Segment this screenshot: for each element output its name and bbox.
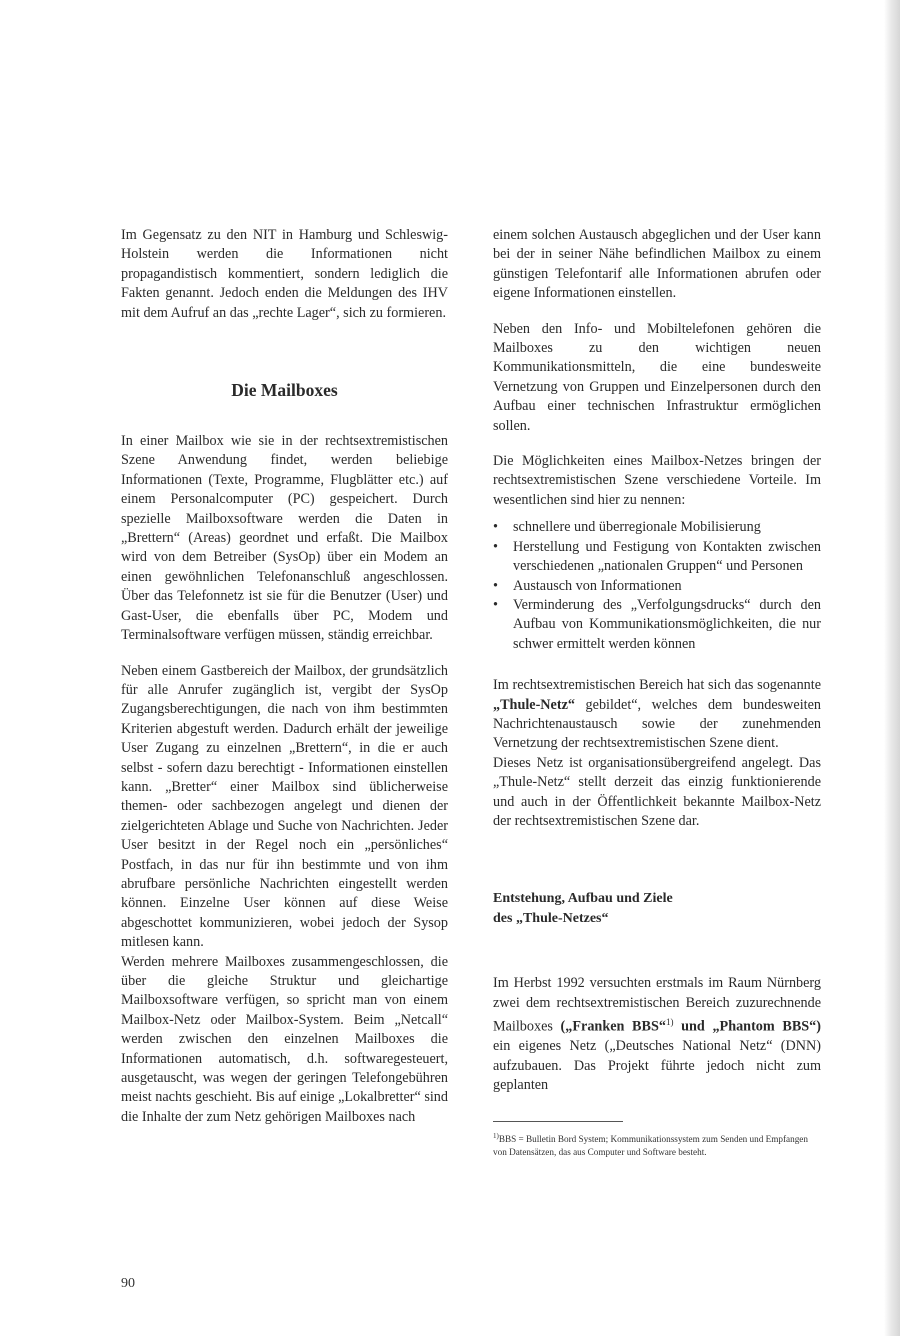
page-edge-shadow — [884, 0, 900, 1336]
list-item: • Austausch von Informationen — [493, 577, 821, 596]
bullet-icon: • — [493, 519, 498, 536]
footnote-divider — [493, 1121, 623, 1122]
bullet-icon: • — [493, 577, 498, 594]
left-column — [121, 226, 448, 1127]
paragraph: Im rechtsextremistischen Bereich hat sich das sogenannte „Thule-Netz“ gebildet“, welches dem bundesweiten Nachrichtenaustausch sowie der zunehmenden Vernetzung der rechtsextremistischen Szene dient. — [493, 677, 821, 752]
thule-netz-term: „Thule-Netz“ — [493, 696, 575, 713]
paragraph: einem solchen Austausch abgeglichen und der User kann bei der in seiner Nähe befindlichen Mailbox zu einem günstigen Telefontarif alle Informationen abrufen oder eigene Informationen einstellen. — [493, 227, 821, 302]
page-number: 90 — [121, 1276, 135, 1291]
paragraph: Werden mehrere Mailboxes zusammengeschlossen, die über die gleiche Struktur und gleichartige Mailboxsoftware verfügen, so spricht man von einem Mailbox-Netz oder Mailbox-System. Beim „Netcall“ werden zwischen den einzelnen Mailboxes die Informationen automatisch, d.h. softwaregesteuert, ausgetauscht, was wegen der geringen Telefongebühren meist nachts geschieht. Bis auf einige „Lokalbretter“ sind die Inhalte der zum Netz gehörigen Mailboxes nach — [121, 953, 448, 1125]
paragraph: Im Gegensatz zu den NIT in Hamburg und Schleswig-Holstein werden die Informationen nicht propagandistisch kommentiert, sondern lediglich die Fakten genannt. Jedoch enden die Meldungen des IHV mit dem Aufruf an das „rechte Lager“, sich zu formieren. — [121, 227, 448, 321]
paragraph: Dieses Netz ist organisationsübergreifend angelegt. Das „Thule-Netz“ stellt derzeit das einzig funktionierende und auch in der Öffentlichkeit bekannte Mailbox-Netz der rechtsextremistischen Szene dar. — [493, 754, 821, 829]
paragraph: Die Möglichkeiten eines Mailbox-Netzes bringen der rechtsextremistischen Szene verschiedene Vorteile. Im wesentlichen sind hier zu nennen: — [493, 453, 821, 508]
paragraph: Im Herbst 1992 versuchten erstmals im Raum Nürnberg zwei dem rechtsextremistischen Bereich zuzurechnende Mailboxes („Franken BBS“$^{1)}$ und „Phantom BBS“) ein eigenes Netz („Deutsches National Netz“ (DNN) aufzubauen. Das Projekt führte jedoch nicht zum geplanten — [493, 975, 821, 1093]
bullet-icon: • — [493, 596, 498, 613]
section-heading-thule: Entstehung, Aufbau und Ziele des „Thule-Netzes“ — [493, 891, 673, 926]
footnote: $^{1)}$BBS = Bulletin Bord System; Kommunikationssystem zum Senden und Empfangen von Datensätzen, das aus Computer und Software besteht. — [493, 1132, 808, 1157]
advantages-list — [493, 518, 821, 654]
paragraph: Neben einem Gastbereich der Mailbox, der grundsätzlich für alle Anrufer zugänglich ist, vergibt der SysOp Zugangsberechtigungen, die nach von ihm bestimmten Kriterien abgestuft werden. Dadurch erhält der jeweilige User Zugang zu einzelnen „Brettern“, in die er auch selbst - sofern dazu berechtigt - Informationen einstellen kann. „Bretter“ einer Mailbox sind üblicherweise themen- oder sachbezogen angelegt und dienen der zielgerichteten Ablage und Suche von Nachrichten. Jeder User besitzt in der Regel noch ein „persönliches“ Postfach, in das nur für ihn bestimmte und von ihm abrufbare persönliche Nachrichten eingestellt werden können. Einzelne User können auf diese Weise abgeschottet kommunizieren, wobei jedoch der Sysop mitlesen kann. — [121, 662, 448, 951]
right-column — [493, 226, 821, 1158]
list-item: • Herstellung und Festigung von Kontakten zwischen verschiedenen „nationalen Gruppen“ und Personen — [493, 538, 821, 575]
bullet-icon: • — [493, 538, 498, 555]
paragraph: In einer Mailbox wie sie in der rechtsextremistischen Szene Anwendung findet, werden beliebige Informationen (Texte, Programme, Flugblätter etc.) auf einem Personalcomputer (PC) gespeichert. Durch spezielle Mailboxsoftware werden die Daten in „Brettern“ (Areas) geordnet und erfaßt. Die Mailbox wird von dem Betreiber (SysOp) über ein Modem an einen gewöhnlichen Telefonanschluß angeschlossen. Über das Telefonnetz ist sie für die Benutzer (User) und Gast-User, die ebenfalls über PC, Modem und Terminalsoftware verfügen müssen, ständig erreichbar. — [121, 433, 448, 644]
list-item: • Verminderung des „Verfolgungsdrucks“ durch den Aufbau von Kommunikationsmöglichkeiten, die nur schwer ermittelt werden können — [493, 596, 821, 652]
footnote-ref: 1) — [665, 1017, 674, 1027]
list-item: • schnellere und überregionale Mobilisierung — [493, 518, 821, 537]
paragraph: Neben den Info- und Mobiltelefonen gehören die Mailboxes zu den wichtigen neuen Kommunikationsmitteln, die eine bundesweite Vernetzung von Gruppen und Einzelpersonen durch den Aufbau einer technischen Infrastruktur ermöglichen sollen. — [493, 320, 821, 434]
section-heading-mailboxes: Die Mailboxes — [231, 380, 338, 401]
